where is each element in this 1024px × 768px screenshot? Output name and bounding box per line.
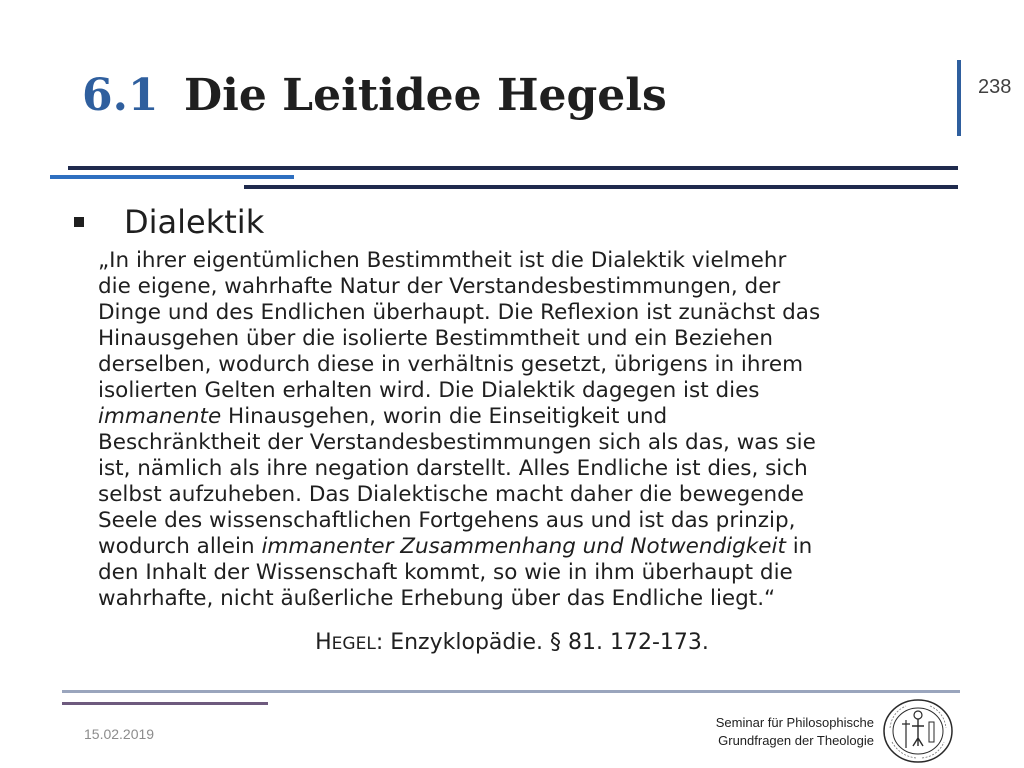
quote-line <box>98 508 948 534</box>
quote-line <box>98 326 948 352</box>
quote-text: die eigene, wahrhafte Natur der Verstandesbestimmungen, der <box>98 274 781 299</box>
slide-number: 6.1 <box>82 70 159 121</box>
institution-line-2: Grundfragen der Theologie <box>718 733 874 748</box>
quote-text: in <box>785 534 813 559</box>
quote-line <box>98 274 948 300</box>
footer-line <box>62 690 960 693</box>
quote-text: wodurch allein <box>98 534 262 559</box>
footer-accent-line <box>62 702 268 705</box>
quote-text: Hinausgehen, worin die Einseitigkeit und <box>221 404 668 429</box>
quote-text: selbst aufzuheben. Das Dialektische macht daher die bewegende <box>98 482 804 507</box>
quote-line <box>98 300 948 326</box>
quote-line <box>98 430 948 456</box>
source-work: : Enzyklopädie. § 81. 172-173. <box>375 630 709 655</box>
title-underline-top <box>68 166 958 170</box>
institution-line-1: Seminar für Philosophische <box>715 715 874 730</box>
quote-text: wahrhafte, nicht äußerliche Erhebung über das Endliche liegt.“ <box>98 586 776 611</box>
footer-date: 15.02.2019 <box>84 726 155 742</box>
quote-line <box>98 352 948 378</box>
quote-text: Beschränktheit der Verstandesbestimmungen sich als das, was sie <box>98 430 816 455</box>
title-underline-bottom <box>244 185 958 189</box>
title-underline-accent <box>50 175 294 179</box>
quote-line <box>98 482 948 508</box>
quote-line <box>98 404 948 430</box>
quote-text: Seele des wissenschaftlichen Fortgehens aus und ist das prinzip, <box>98 508 796 533</box>
quote-text: Dinge und des Endlichen überhaupt. Die Reflexion ist zunächst das <box>98 300 821 325</box>
quote-text: „In ihrer eigentümlichen Bestimmtheit ist die Dialektik vielmehr <box>98 248 787 273</box>
seminar-seal-icon <box>882 698 954 764</box>
institution-name <box>700 714 874 750</box>
quote-text: ist, nämlich als ihre negation darstellt. Alles Endliche ist dies, sich <box>98 456 808 481</box>
quote-line <box>98 534 948 560</box>
quote-emphasis: immanenter Zusammenhang und Notwendigkeit <box>261 534 786 559</box>
quote-source <box>0 630 1024 655</box>
quote-line <box>98 248 948 274</box>
quote-line <box>98 456 948 482</box>
quote-line <box>98 378 948 404</box>
bullet-heading: Dialektik <box>124 203 265 241</box>
source-author-rest: EGEL <box>331 634 376 654</box>
quote-text: derselben, wodurch diese in verhältnis gesetzt, übrigens in ihrem <box>98 352 804 377</box>
hegel-quote <box>98 248 948 612</box>
square-bullet-icon <box>74 217 84 227</box>
quote-line <box>98 560 948 586</box>
quote-line <box>98 586 948 612</box>
header-divider <box>957 60 961 136</box>
slide-title: Die Leitidee Hegels <box>184 70 667 121</box>
quote-text: den Inhalt der Wissenschaft kommt, so wie in ihm überhaupt die <box>98 560 793 585</box>
quote-text: Hinausgehen über die isolierte Bestimmtheit und ein Beziehen <box>98 326 773 351</box>
page-number: 238 <box>978 76 1012 98</box>
source-author-initial: H <box>315 630 332 655</box>
quote-text: isolierten Gelten erhalten wird. Die Dialektik dagegen ist dies <box>98 378 760 403</box>
quote-emphasis: immanente <box>98 404 222 429</box>
